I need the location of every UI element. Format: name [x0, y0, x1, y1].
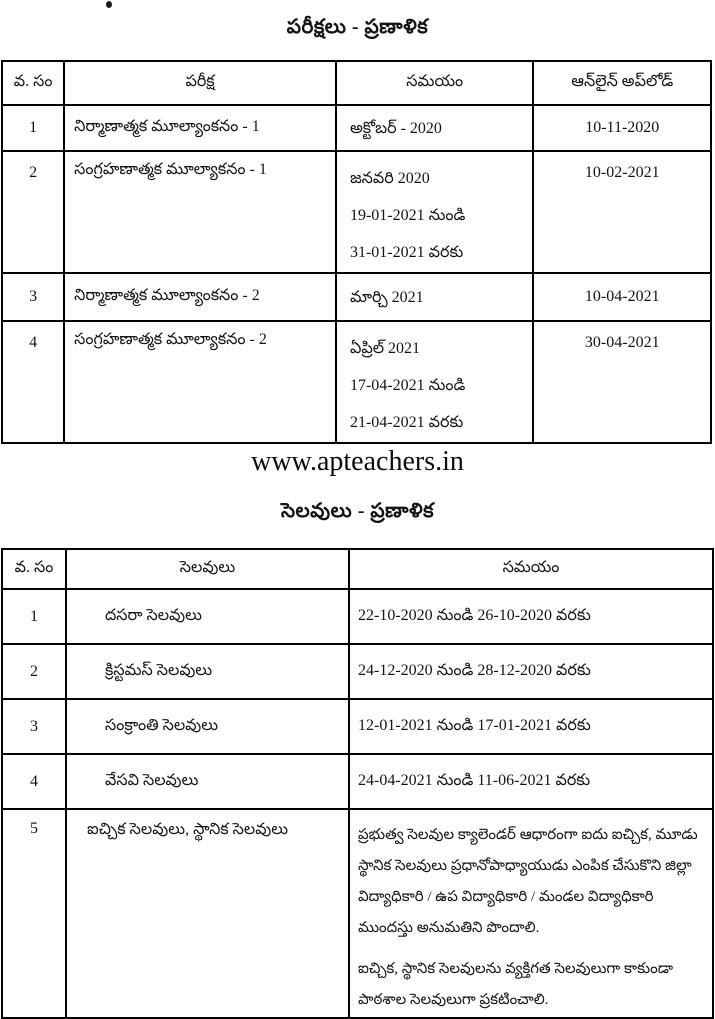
upload-date-cell: 10-11-2020 — [533, 105, 711, 151]
time-line: ఏప్రిల్ 2021 — [349, 340, 421, 357]
time-line: 17-04-2021 నుండి — [349, 377, 466, 394]
exam-time-cell — [336, 273, 534, 321]
holiday-note-paragraph: ప్రభుత్వ సెలవుల క్యాలెండర్ ఆధారంగా ఐదు ఐచ్చిక, మూడు స్థానిక సెలవులు ప్రధానోపాధ్యాయుడు ఎంపిక చేసుకొని జిల్లా విద్యాధికారి / ఉప విద్యాధికారి / మండల విద్యాధికారి ముందస్తు అనుమతిని పొందాలి. — [358, 827, 698, 936]
holiday-time-cell: 24-12-2020 నుండి 28-12-2020 వరకు — [349, 644, 713, 699]
serial-cell: 1 — [2, 589, 66, 644]
exam-name-cell: నిర్మాణాత్మక మూల్యాంకనం - 1 — [64, 105, 336, 151]
scan-artifact-dot — [106, 1, 112, 8]
holidays-col-header-serial: వ. సం — [2, 549, 66, 589]
watermark-text: www.apteachers.in — [251, 446, 464, 477]
serial-cell: 4 — [2, 321, 64, 443]
serial-cell: 4 — [2, 754, 66, 809]
table-row — [2, 809, 713, 1018]
upload-date-cell: 10-02-2021 — [533, 151, 711, 273]
holiday-time-cell: 12-01-2021 నుండి 17-01-2021 వరకు — [349, 699, 713, 754]
table-row — [2, 644, 713, 699]
exams-col-header-upload: ఆన్‌లైన్ అప్‌లోడ్ — [533, 61, 711, 105]
exams-table — [1, 60, 712, 444]
exam-name-cell: నిర్మాణాత్మక మూల్యాంకనం - 2 — [64, 273, 336, 321]
table-row — [2, 105, 711, 151]
holiday-time-cell — [349, 809, 713, 1018]
holiday-name-cell: సంక్రాంతి సెలవులు — [66, 699, 349, 754]
exam-time-cell — [336, 151, 534, 273]
table-row — [2, 321, 711, 443]
holiday-name-cell: క్రిస్టమస్ సెలవులు — [66, 644, 349, 699]
serial-cell: 5 — [2, 809, 66, 1018]
holiday-note-paragraph: ఐచ్చిక, స్థానిక సెలవులను వ్యక్తిగత సెలవులుగా కాకుండా పాఠశాల సెలవులుగా ప్రకటించాలి. — [358, 961, 674, 1008]
holiday-time-cell: 22-10-2020 నుండి 26-10-2020 వరకు — [349, 589, 713, 644]
exam-time-cell — [336, 321, 534, 443]
time-line: అక్టోబర్ - 2020 — [349, 119, 442, 137]
holidays-header-row — [2, 549, 713, 589]
time-line: 21-04-2021 వరకు — [349, 414, 464, 431]
holiday-name-cell: ఐచ్చిక సెలవులు, స్థానిక సెలవులు — [66, 809, 349, 1018]
exams-col-header-exam: పరీక్ష — [64, 61, 336, 105]
holiday-name-cell: వేసవి సెలవులు — [66, 754, 349, 809]
time-line: 19-01-2021 నుండి — [349, 207, 466, 224]
table-row — [2, 754, 713, 809]
holidays-section-title: సెలవులు - ప్రణాళిక — [280, 500, 435, 522]
table-row — [2, 273, 711, 321]
exams-col-header-serial: వ. సం — [2, 61, 64, 105]
exams-header-row — [2, 61, 711, 105]
serial-cell: 3 — [2, 699, 66, 754]
exam-time-cell — [336, 105, 534, 151]
serial-cell: 3 — [2, 273, 64, 321]
holiday-time-cell: 24-04-2021 నుండి 11-06-2021 వరకు — [349, 754, 713, 809]
upload-date-cell: 30-04-2021 — [533, 321, 711, 443]
holidays-col-header-holiday: సెలవులు — [66, 549, 349, 589]
holidays-table — [1, 548, 714, 1019]
exams-col-header-time: సమయం — [336, 61, 534, 105]
time-line: జనవరి 2020 — [349, 170, 430, 187]
serial-cell: 2 — [2, 644, 66, 699]
exam-name-cell: సంగ్రహణాత్మక మూల్యాకనం - 2 — [64, 321, 336, 443]
table-row — [2, 699, 713, 754]
table-row — [2, 589, 713, 644]
exams-section-title: పరీక్షలు - ప్రణాళిక — [286, 16, 429, 38]
holidays-col-header-time: సమయం — [349, 549, 713, 589]
time-line: మార్చి 2021 — [349, 288, 424, 306]
upload-date-cell: 10-04-2021 — [533, 273, 711, 321]
serial-cell: 1 — [2, 105, 64, 151]
table-row — [2, 151, 711, 273]
serial-cell: 2 — [2, 151, 64, 273]
holiday-name-cell: దసరా సెలవులు — [66, 589, 349, 644]
time-line: 31-01-2021 వరకు — [349, 244, 464, 261]
exam-name-cell: సంగ్రహణాత్మక మూల్యాకనం - 1 — [64, 151, 336, 273]
